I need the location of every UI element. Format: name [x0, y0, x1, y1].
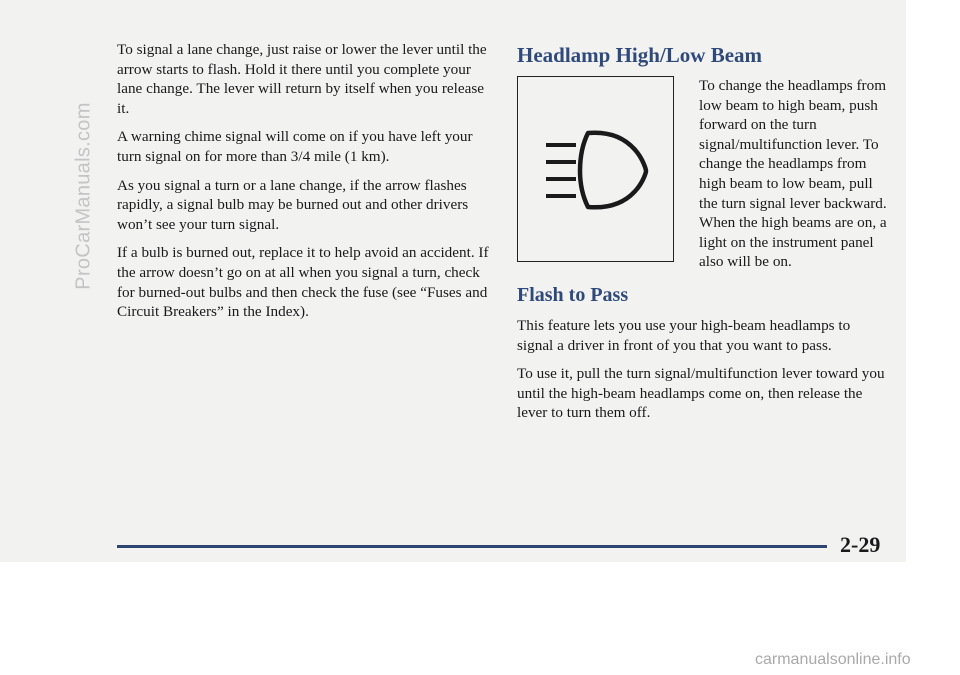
high-beam-headlamp-icon: [540, 125, 652, 215]
paragraph-flash-feature: This feature lets you use your high-beam headlamps to signal a driver in front of you that you want to pass.: [517, 317, 851, 354]
right-column: [517, 40, 887, 432]
paragraph-flash-usage: To use it, pull the turn signal/multifunction lever toward you until the high-beam headlamps come on, then release the lever to turn them off.: [517, 365, 885, 422]
paragraph-burned-out-bulb: If a bulb is burned out, replace it to help avoid an accident. If the arrow doesn’t go on at all when you signal a turn, check for burned-out bulbs and then check the fuse (see “Fuses and Circuit Breakers” in the Index).: [117, 244, 489, 321]
headlamp-instructions: To change the headlamps from low beam to high beam, push forward on the turn signal/multifunction lever. To change the headlamps from high beam to low beam, pull the turn signal lever backward. When the high beams are on, a light on the instrument panel also will be on.: [699, 77, 887, 271]
headlamp-block: [517, 76, 887, 271]
footer-rule: [117, 545, 827, 548]
paragraph-rapid-flash: As you signal a turn or a lane change, if the arrow flashes rapidly, a signal bulb may be burned out and other drivers won’t see your turn signal.: [117, 176, 469, 233]
paragraph-lane-change: To signal a lane change, just raise or lower the lever until the arrow starts to flash. Hold it there until you complete your lane change. The lever will return by itself when you release it.: [117, 41, 487, 117]
left-column: [117, 40, 492, 331]
page-number: 2-29: [840, 532, 881, 557]
headlamp-icon-frame: [517, 76, 674, 262]
side-watermark[interactable]: ProCarManuals.com: [72, 102, 95, 290]
footer-watermark[interactable]: carmanualsonline.info: [755, 651, 911, 668]
heading-flash-to-pass: Flash to Pass: [517, 284, 629, 306]
paragraph-warning-chime: A warning chime signal will come on if you have left your turn signal on for more than 3/4 mile (1 km).: [117, 128, 473, 165]
heading-headlamp-beam: Headlamp High/Low Beam: [517, 43, 763, 67]
